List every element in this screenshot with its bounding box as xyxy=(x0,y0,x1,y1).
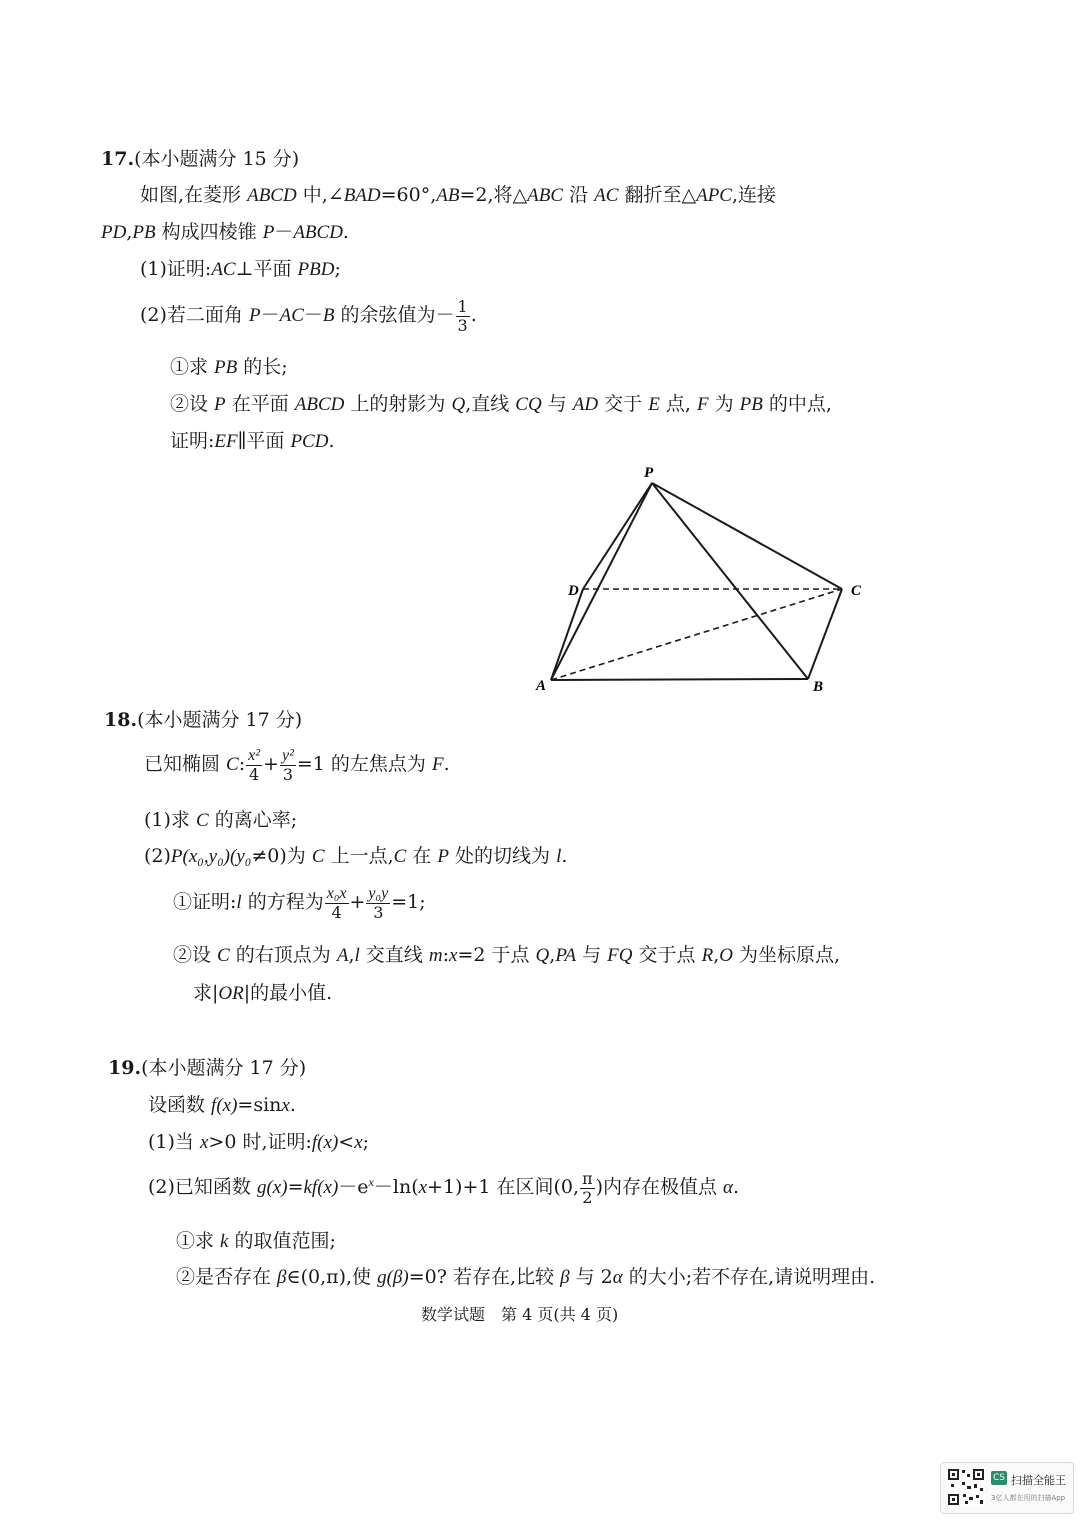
q17-sub3: 证明:EF∥平面 PCD. xyxy=(170,430,335,452)
q17-sub2: ②设 P 在平面 ABCD 上的射影为 Q,直线 CQ 与 AD 交于 E 点, F 为 PB 的中点, xyxy=(170,393,832,415)
q17-header xyxy=(101,150,299,169)
q18-part1: (1)求 C 的离心率; xyxy=(144,809,298,831)
label-D: D xyxy=(568,583,579,599)
q17-sub1: ①求 PB 的长; xyxy=(170,356,288,378)
q19-line1: 设函数 f(x)=sinx. xyxy=(148,1094,296,1116)
fraction-one-third: $\frac{1}{3}$ xyxy=(457,297,468,335)
watermark-subtitle: 3亿人都在用的扫描App xyxy=(991,1494,1066,1502)
q19-part2: (2)已知函数 $g(x)=kf(x)-e^x-\ln(x+1)+1$ 在区间(0, $\frac{\pi}{2}$ )内存在极值点 α. xyxy=(148,1169,740,1207)
q17-intro-line1: 如图,在菱形 ABCD 中,∠BAD=60°,AB=2,将△ABC 沿 AC 翻折至△APC,连接 xyxy=(140,184,777,206)
edge-AB xyxy=(551,679,808,680)
q18-sub1: ①证明:l 的方程为 $\frac{\text{x₀x}}{4}$ + $\frac{\text{y₀y}}{3}$ =1; xyxy=(173,885,426,922)
label-A: A xyxy=(536,678,547,694)
q17-header-text: (本小题满分 15 分) xyxy=(134,148,300,170)
edge-BC xyxy=(808,589,842,679)
q19-sub1: ①求 k 的取值范围; xyxy=(176,1230,336,1252)
q19-header-text: (本小题满分 17 分) xyxy=(141,1057,307,1079)
q17-part1: (1)证明:AC⊥平面 PBD; xyxy=(140,258,341,280)
q17-part2: (2)若二面角 P－AC－B 的余弦值为－ $\frac{1}{3}$ . xyxy=(140,297,477,335)
camscanner-badge: CS xyxy=(993,1473,1005,1483)
q18-part2: (2)P(x₀,y₀)(y₀≠0)为 C 上一点,C 在 P 处的切线为 l. xyxy=(144,845,568,867)
page-footer: 数学试题 第 4 页(共 4 页) xyxy=(421,1305,619,1324)
q19-number: 19. xyxy=(108,1057,142,1079)
edge-PD xyxy=(583,483,652,589)
q18-number: 18. xyxy=(104,709,138,731)
q17-number: 17. xyxy=(101,148,135,170)
q18-sub3: 求|OR|的最小值. xyxy=(193,982,333,1004)
q18-header-text: (本小题满分 17 分) xyxy=(137,709,303,731)
q18-header xyxy=(104,711,302,730)
label-C: C xyxy=(851,583,862,599)
q17-intro-line2: PD,PB 构成四棱锥 P－ABCD. xyxy=(101,221,349,243)
label-B: B xyxy=(813,679,824,695)
edge-AD xyxy=(551,589,583,680)
edge-PB xyxy=(652,483,808,679)
watermark-title: 扫描全能王 xyxy=(1011,1474,1066,1487)
q19-sub2: ②是否存在 β∈(0,π),使 g(β)=0? 若存在,比较 β 与 2α 的大小;若不存在,请说明理由. xyxy=(176,1266,876,1288)
q19-header xyxy=(108,1059,306,1078)
q18-line1: 已知椭圆 C: $\frac{\text{x²}}{4}$ + $\frac{\text{y²}}{3}$ =1 的左焦点为 F. xyxy=(144,747,450,784)
label-P: P xyxy=(644,465,654,481)
q19-part1: (1)当 x>0 时,证明:f(x)<x; xyxy=(148,1131,370,1153)
edge-PC xyxy=(652,483,842,589)
qr-code-icon xyxy=(947,1468,985,1506)
edge-PA xyxy=(551,483,652,680)
scanner-watermark xyxy=(940,1462,1074,1514)
q18-sub2: ②设 C 的右顶点为 A,l 交直线 m:x=2 于点 Q,PA 与 FQ 交于点 R,O 为坐标原点, xyxy=(173,944,841,966)
pyramid-figure xyxy=(520,455,880,700)
